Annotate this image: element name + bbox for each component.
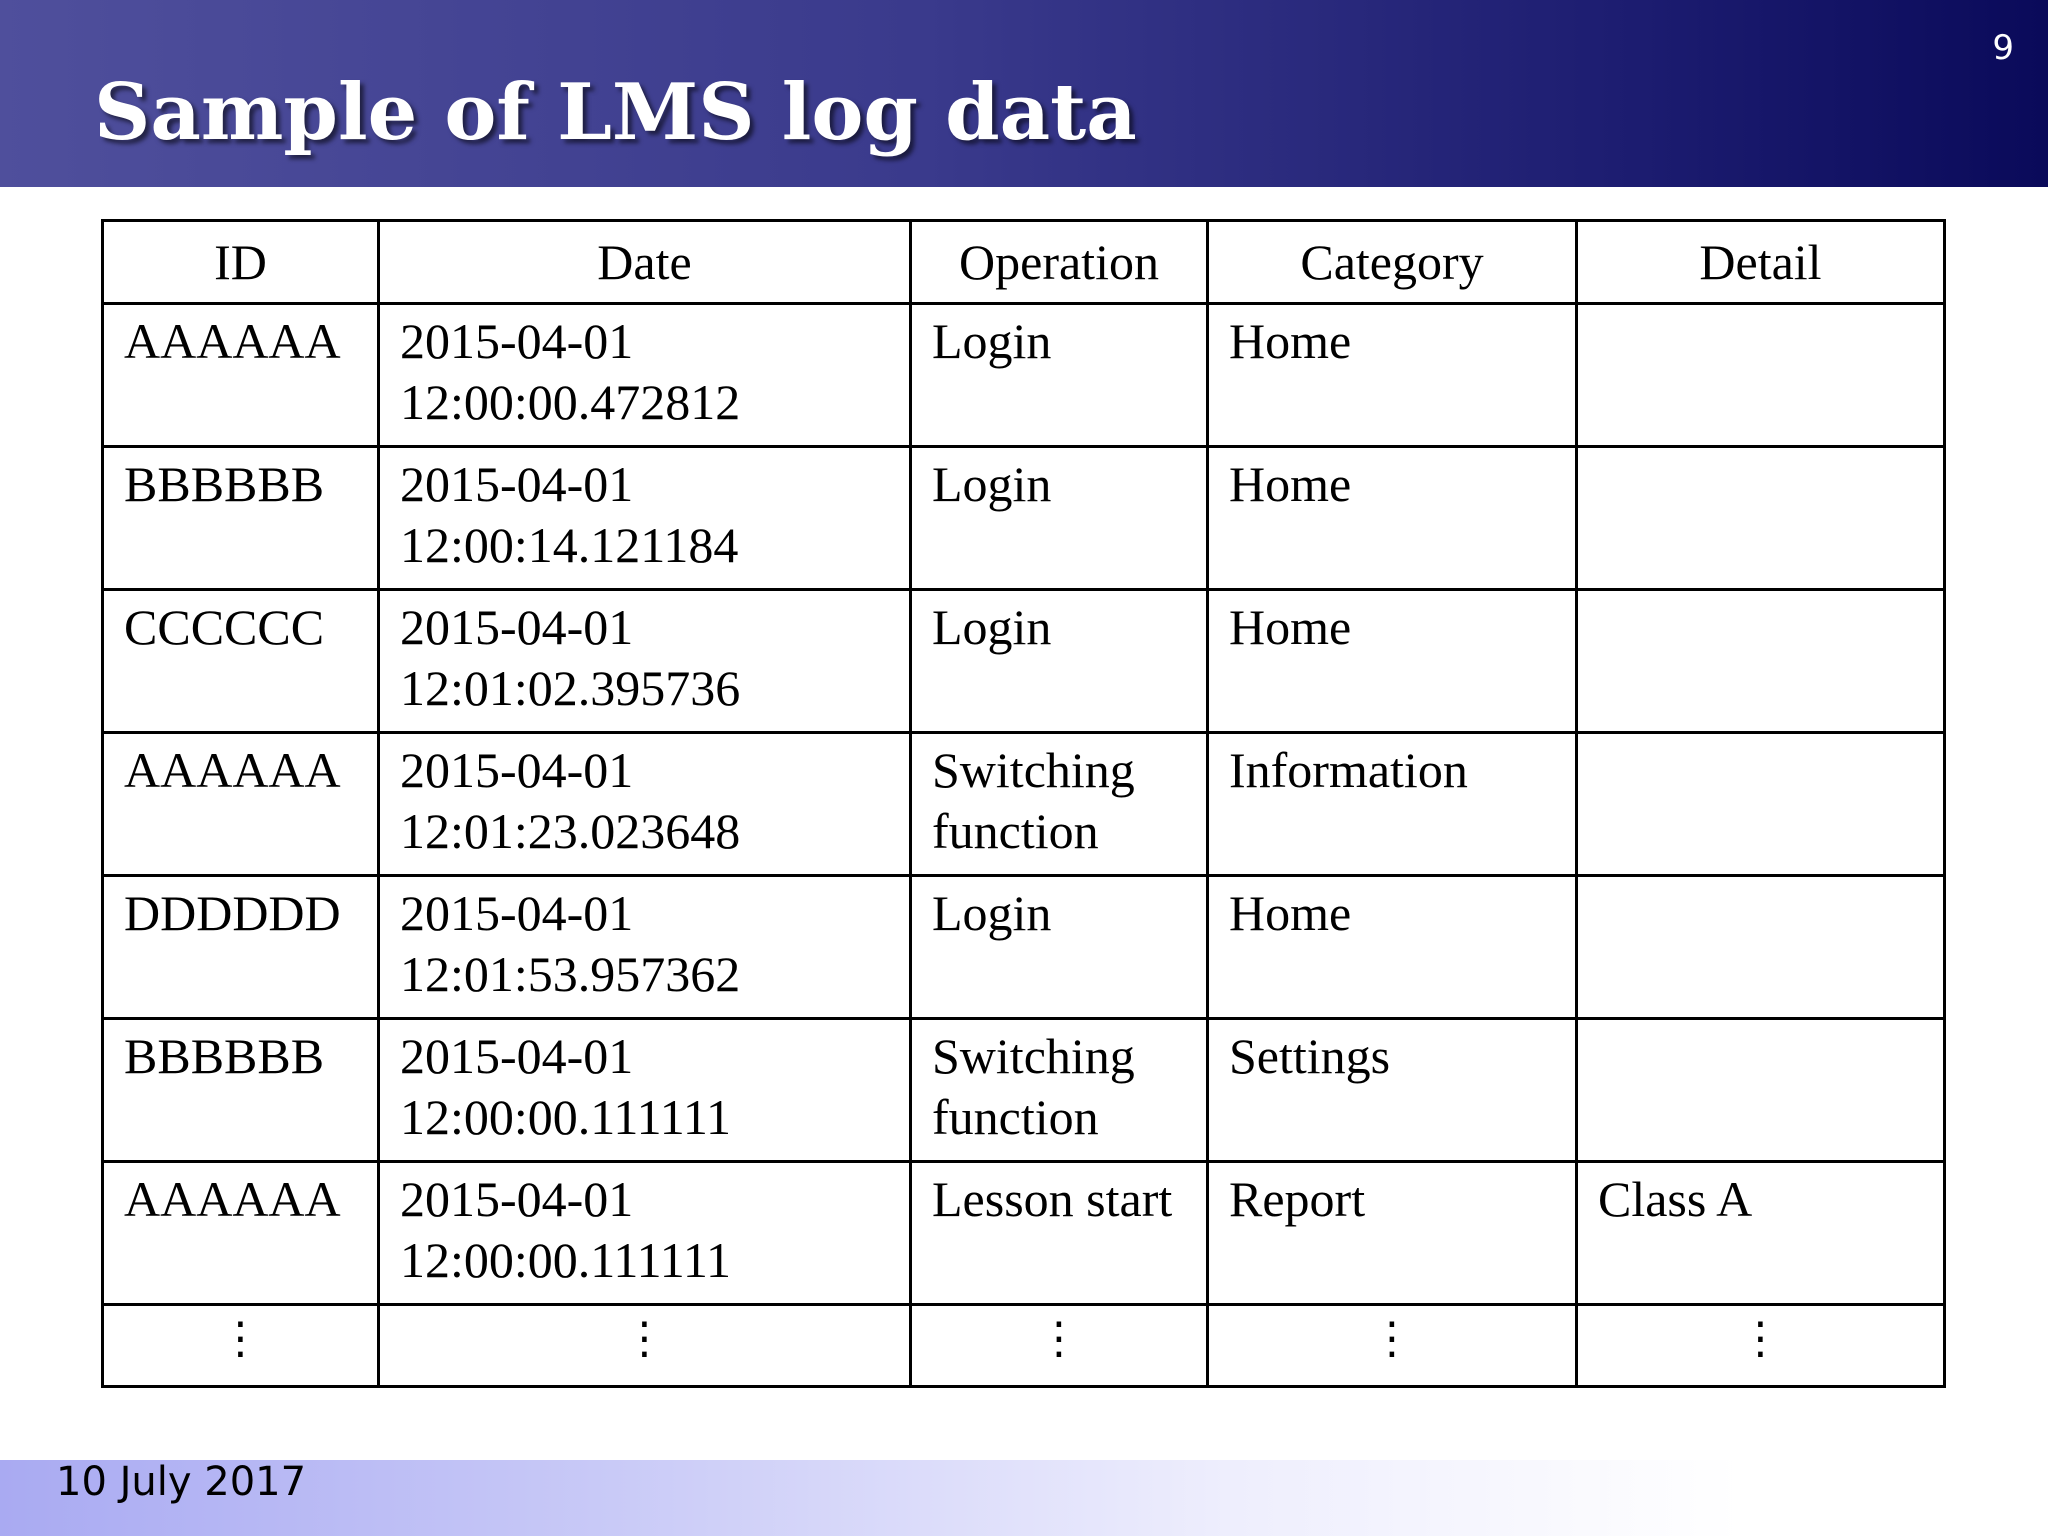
- date-time: 12:00:00.111111: [400, 1089, 732, 1145]
- cell-operation: [911, 304, 1208, 447]
- cell-id: BBBBBB: [103, 1019, 379, 1162]
- cell-id: AAAAAA: [103, 733, 379, 876]
- table-header-row: [103, 221, 1945, 304]
- cell-detail: [1577, 447, 1945, 590]
- table-row: [103, 1162, 1945, 1305]
- table-row: [103, 733, 1945, 876]
- date-time: 12:00:00.472812: [400, 374, 741, 430]
- date-day: 2015-04-01: [400, 313, 634, 369]
- cell-id: AAAAAA: [103, 1162, 379, 1305]
- cell-id: DDDDDD: [103, 876, 379, 1019]
- cell-date: [379, 447, 911, 590]
- cell-operation: [911, 1162, 1208, 1305]
- date-day: 2015-04-01: [400, 885, 634, 941]
- cell-date: [379, 590, 911, 733]
- cell-operation: [911, 590, 1208, 733]
- operation-line: Login: [932, 599, 1052, 655]
- cell-detail: [1577, 304, 1945, 447]
- date-day: 2015-04-01: [400, 742, 634, 798]
- operation-line: Login: [932, 313, 1052, 369]
- ellipsis-cell: ⋮: [379, 1305, 911, 1387]
- date-time: 12:00:00.111111: [400, 1232, 732, 1288]
- cell-detail: [1577, 876, 1945, 1019]
- date-day: 2015-04-01: [400, 1028, 634, 1084]
- cell-category: Home: [1208, 876, 1577, 1019]
- date-day: 2015-04-01: [400, 1171, 634, 1227]
- column-header-detail: Detail: [1577, 221, 1945, 304]
- page-number: 9: [1992, 28, 2014, 68]
- cell-id: AAAAAA: [103, 304, 379, 447]
- cell-date: [379, 1162, 911, 1305]
- cell-category: Home: [1208, 590, 1577, 733]
- table-row: [103, 447, 1945, 590]
- cell-detail: [1577, 1019, 1945, 1162]
- cell-category: Report: [1208, 1162, 1577, 1305]
- column-header-category: Category: [1208, 221, 1577, 304]
- cell-category: Home: [1208, 447, 1577, 590]
- cell-operation: [911, 876, 1208, 1019]
- table-row: [103, 876, 1945, 1019]
- table-row: [103, 590, 1945, 733]
- cell-category: Settings: [1208, 1019, 1577, 1162]
- cell-category: Home: [1208, 304, 1577, 447]
- cell-id: BBBBBB: [103, 447, 379, 590]
- ellipsis-cell: ⋮: [911, 1305, 1208, 1387]
- cell-id: CCCCCC: [103, 590, 379, 733]
- cell-date: [379, 876, 911, 1019]
- cell-operation: [911, 733, 1208, 876]
- cell-detail: [1577, 590, 1945, 733]
- ellipsis-cell: ⋮: [1208, 1305, 1577, 1387]
- cell-date: [379, 733, 911, 876]
- cell-detail: [1577, 733, 1945, 876]
- operation-line: function: [932, 803, 1099, 859]
- ellipsis-cell: ⋮: [1577, 1305, 1945, 1387]
- date-time: 12:01:53.957362: [400, 946, 741, 1002]
- footer-date: 10 July 2017: [56, 1459, 307, 1505]
- table-row-ellipsis: [103, 1305, 1945, 1387]
- date-time: 12:01:02.395736: [400, 660, 741, 716]
- column-header-operation: Operation: [911, 221, 1208, 304]
- date-time: 12:01:23.023648: [400, 803, 741, 859]
- date-day: 2015-04-01: [400, 456, 634, 512]
- operation-line: Lesson start: [932, 1171, 1173, 1227]
- footer-band: [0, 1460, 2048, 1536]
- cell-date: [379, 304, 911, 447]
- cell-detail: Class A: [1577, 1162, 1945, 1305]
- operation-line: function: [932, 1089, 1099, 1145]
- operation-line: Login: [932, 456, 1052, 512]
- operation-line: Switching: [932, 1028, 1135, 1084]
- cell-operation: [911, 1019, 1208, 1162]
- cell-date: [379, 1019, 911, 1162]
- date-day: 2015-04-01: [400, 599, 634, 655]
- ellipsis-cell: ⋮: [103, 1305, 379, 1387]
- operation-line: Switching: [932, 742, 1135, 798]
- table-row: [103, 1019, 1945, 1162]
- table-row: [103, 304, 1945, 447]
- lms-log-table: [101, 219, 1946, 1388]
- column-header-date: Date: [379, 221, 911, 304]
- date-time: 12:00:14.121184: [400, 517, 739, 573]
- cell-category: Information: [1208, 733, 1577, 876]
- slide-title: Sample of LMS log data: [94, 67, 1137, 158]
- column-header-id: ID: [103, 221, 379, 304]
- cell-operation: [911, 447, 1208, 590]
- operation-line: Login: [932, 885, 1052, 941]
